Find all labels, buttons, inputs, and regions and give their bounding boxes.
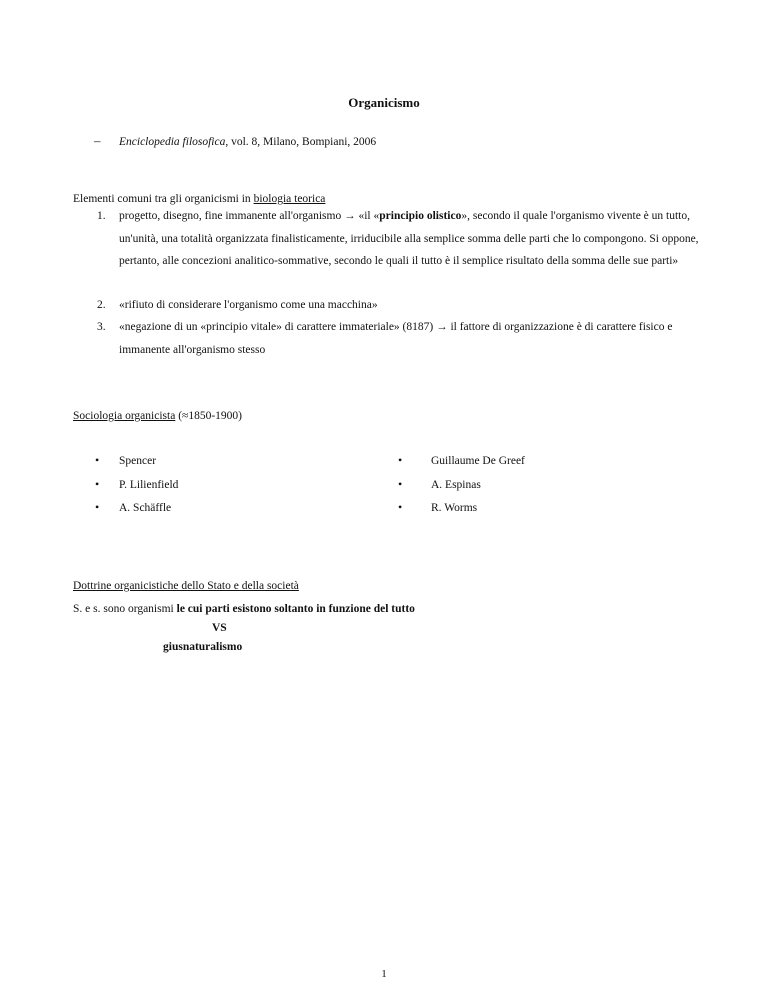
vs-label: VS — [212, 622, 227, 634]
list-item: progetto, disegno, fine immanente all'organismo → «il «principio olistico», secondo il quale l'organismo vivente è un tutto, un'unità, una totalità organizzata finalisticamente, irriducibile alla semplice somma delle parti che lo compongono. Si oppone, pertanto, alle concezioni analitico-sommative, secondo le quali il tutto è il semplice risultato della somma delle sue parti» — [119, 210, 699, 267]
list-item: R. Worms — [431, 502, 478, 514]
section-heading-sociologia: Sociologia organicista (≈1850-1900) — [73, 410, 242, 422]
bold-term: principio olistico — [379, 210, 462, 222]
bullet: • — [95, 500, 100, 514]
section-heading-dottrine — [73, 580, 299, 592]
page-number: 1 — [381, 968, 387, 980]
bullet: • — [95, 477, 100, 491]
list-item: «negazione di un «principio vitale» di carattere immateriale» (8187) → il fattore di organizzazione è di carattere fisico e immanente all'organismo stesso — [119, 321, 673, 356]
heading-underlined: Dottrine organicistiche dello Stato e della società — [73, 580, 299, 592]
bullet: • — [398, 500, 403, 514]
statement-line: S. e s. sono organismi le cui parti esistono soltanto in funzione del tutto — [73, 603, 415, 615]
source-details: , vol. 8, Milano, Bompiani, 2006 — [225, 136, 377, 148]
opposite-term: giusnaturalismo — [163, 641, 243, 653]
source-dash: – — [94, 133, 101, 148]
bullet: • — [398, 477, 403, 491]
heading-underlined: biologia teorica — [253, 193, 326, 205]
heading-underlined: Sociologia organicista — [73, 410, 176, 422]
list-number: 2. — [97, 299, 106, 311]
page-title: Organicismo — [348, 95, 420, 110]
list-item: Spencer — [119, 455, 157, 467]
bold-statement: le cui parti esistono soltanto in funzione del tutto — [176, 603, 415, 615]
bullet: • — [398, 453, 403, 467]
list-number: 3. — [97, 321, 106, 333]
list-number: 1. — [97, 210, 106, 222]
list-item: A. Schäffle — [119, 502, 172, 514]
source-work-title: Enciclopedia filosofica — [119, 136, 226, 148]
section-heading-biologia: Elementi comuni tra gli organicismi in biologia teorica — [73, 193, 326, 205]
bullet: • — [95, 453, 100, 467]
list-item: P. Lilienfield — [119, 479, 179, 491]
list-item: Guillaume De Greef — [431, 455, 525, 467]
list-item: A. Espinas — [431, 479, 481, 491]
list-item: «rifiuto di considerare l'organismo come una macchina» — [119, 299, 378, 311]
source-reference — [119, 136, 376, 148]
